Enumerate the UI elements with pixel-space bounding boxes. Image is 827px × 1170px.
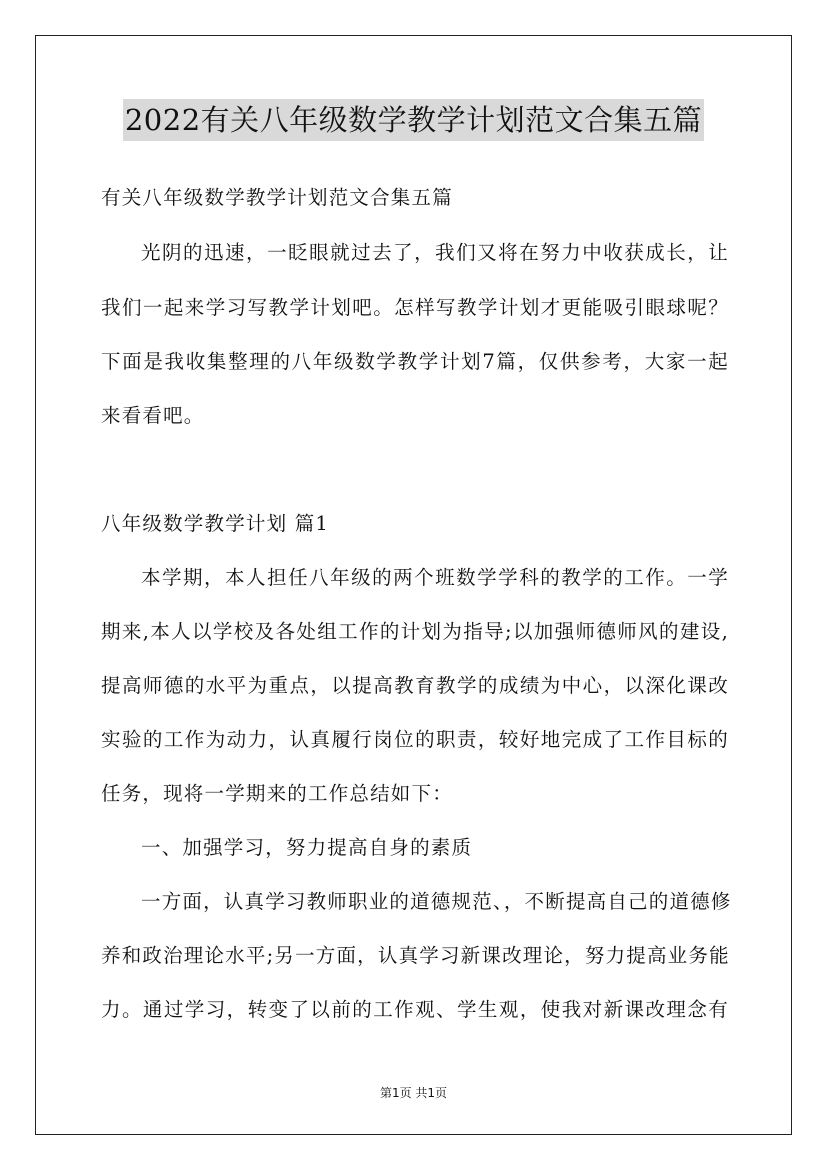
para2-line-1: 一方面，认真学习教师职业的道德规范、，不断提高自己的道德修 [141,890,732,913]
page-footer: 第1页 共1页 [379,1086,448,1100]
para2-line-3: 力。通过学习，转变了以前的工作观、学生观，使我对新课改理念有 [101,998,729,1021]
document-title: 2022有关八年级数学教学计划范文合集五篇 [123,99,704,141]
para1-line-4: 实验的工作为动力，认真履行岗位的职责，较好地完成了工作目标的 [101,728,729,751]
subheading: 一、加强学习，努力提高自身的素质 [141,836,473,859]
title-wrap [0,99,827,141]
para1-line-1: 本学期，本人担任八年级的两个班数学学科的教学的工作。一学 [141,566,729,589]
para2-line-2: 养和政治理论水平;另一方面，认真学习新课改理论，努力提高业务能 [101,944,730,967]
intro-line-3: 下面是我收集整理的八年级数学教学计划7篇，仅供参考，大家一起 [101,350,729,373]
subtitle-line: 有关八年级数学教学计划范文合集五篇 [101,186,453,209]
intro-line-1: 光阴的迅速，一眨眼就过去了，我们又将在努力中收获成长，让 [141,241,729,264]
intro-line-2: 我们一起来学习写教学计划吧。怎样写教学计划才更能吸引眼球呢？ [101,296,729,319]
para1-line-5: 任务，现将一学期来的工作总结如下： [101,782,453,805]
para1-line-2: 期来,本人以学校及各处组工作的计划为指导;以加强师德师风的建设, [101,620,729,643]
intro-line-4: 来看看吧。 [101,404,205,427]
section-heading: 八年级数学教学计划 篇1 [101,512,330,535]
para1-line-3: 提高师德的水平为重点，以提高教育教学的成绩为中心，以深化课改 [101,674,729,697]
